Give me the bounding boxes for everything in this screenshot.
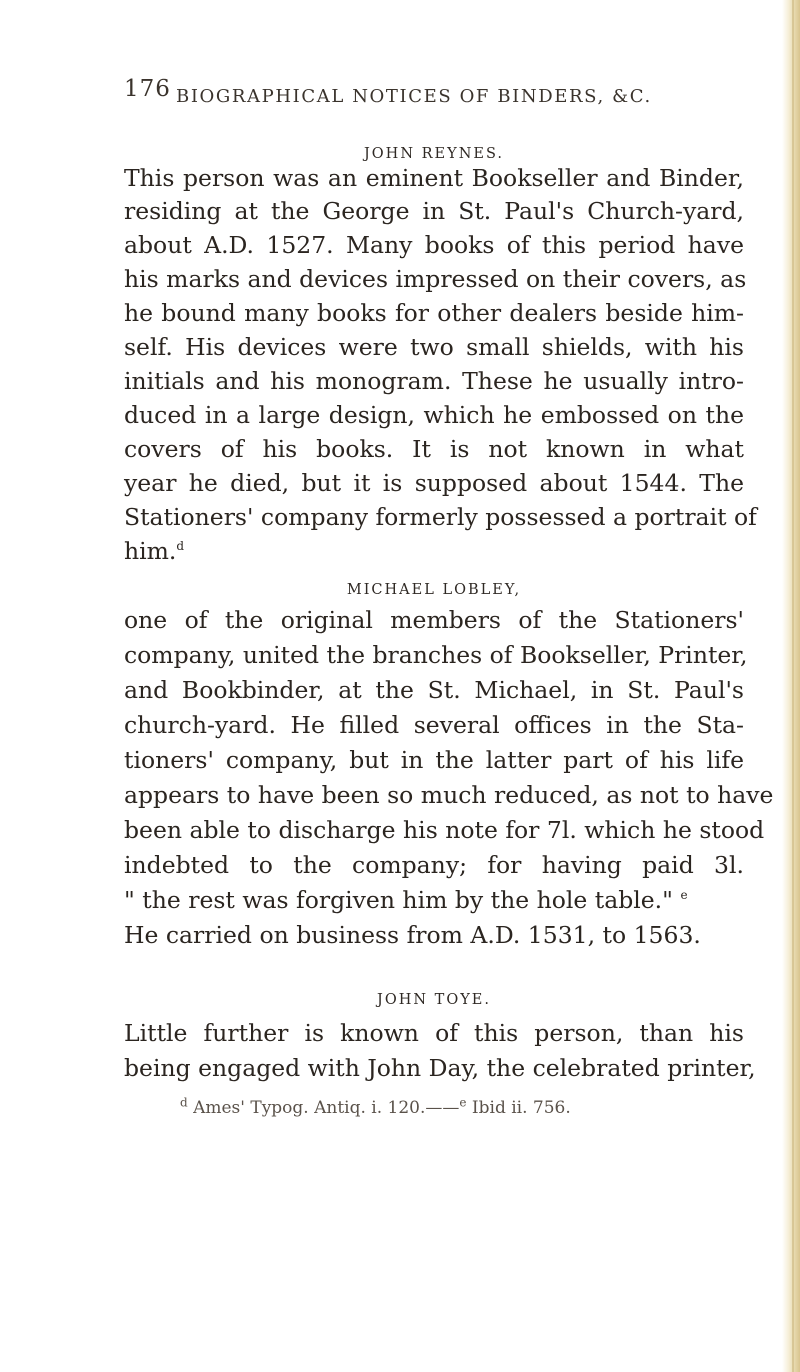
text-line: tioners' company, but in the latter part of his life — [124, 746, 744, 774]
text-line: one of the original members of the Stationers' — [124, 606, 744, 634]
text-line: about A.D. 1527. Many books of this period have — [124, 231, 744, 259]
footnotes — [180, 1095, 740, 1118]
text-line: indebted to the company; for having paid 3l. — [124, 851, 744, 879]
text-line: company, united the branches of Bookseller, Printer, — [124, 641, 748, 669]
text-line: Stationers' company formerly possessed a portrait of — [124, 503, 757, 531]
text-line: being engaged with John Day, the celebrated printer, — [124, 1054, 756, 1082]
footnote-marker-d: d — [180, 1095, 188, 1110]
text-fragment: " the rest was forgiven him by the hole table." — [124, 886, 673, 914]
text-line: church-yard. He filled several offices in the Sta- — [124, 711, 744, 739]
text-line-last — [124, 536, 744, 566]
text-line: initials and his monogram. These he usually intro- — [124, 367, 744, 395]
text-line: covers of his books. It is not known in what — [124, 435, 744, 463]
text-line: This person was an eminent Bookseller and Binder, — [124, 164, 744, 192]
footnote-e: Ibid ii. 756. — [471, 1098, 571, 1118]
text-line-last: He carried on business from A.D. 1531, to 1563. — [124, 921, 701, 949]
footnote-d: Ames' Typog. Antiq. i. 120. — [193, 1098, 426, 1118]
running-head-title: BIOGRAPHICAL NOTICES OF BINDERS, &C. — [176, 86, 652, 107]
text-line: duced in a large design, which he embossed on the — [124, 401, 744, 429]
heading-john-reynes: JOHN REYNES. — [363, 146, 504, 162]
footnote-separator: —— — [425, 1098, 460, 1118]
heading-michael-lobley: MICHAEL LOBLEY, — [346, 582, 522, 598]
text-line: appears to have been so much reduced, as not to have — [124, 781, 774, 809]
page-edge-shadow — [782, 0, 800, 1372]
text-line: self. His devices were two small shields, with his — [124, 333, 744, 361]
footnote-ref-e: e — [680, 888, 688, 903]
text-line: been able to discharge his note for 7l. which he stood — [124, 816, 765, 844]
text-line: his marks and devices impressed on their covers, as — [124, 265, 747, 293]
text-line: residing at the George in St. Paul's Church-yard, — [124, 197, 744, 225]
text-line: and Bookbinder, at the St. Michael, in St. Paul's — [124, 676, 744, 704]
footnote-ref-d: d — [176, 539, 185, 554]
running-head — [124, 76, 754, 122]
page-edge-line — [792, 0, 794, 1372]
text-fragment: him. — [124, 537, 177, 565]
footnote-marker-e: e — [459, 1095, 467, 1110]
text-line-quote — [124, 885, 744, 915]
text-line: year he died, but it is supposed about 1544. The — [124, 469, 744, 497]
text-line: he bound many books for other dealers beside him- — [124, 299, 744, 327]
text-line: Little further is known of this person, than his — [124, 1019, 744, 1047]
page-number: 176 — [124, 76, 171, 102]
heading-john-toye: JOHN TOYE. — [377, 992, 491, 1008]
